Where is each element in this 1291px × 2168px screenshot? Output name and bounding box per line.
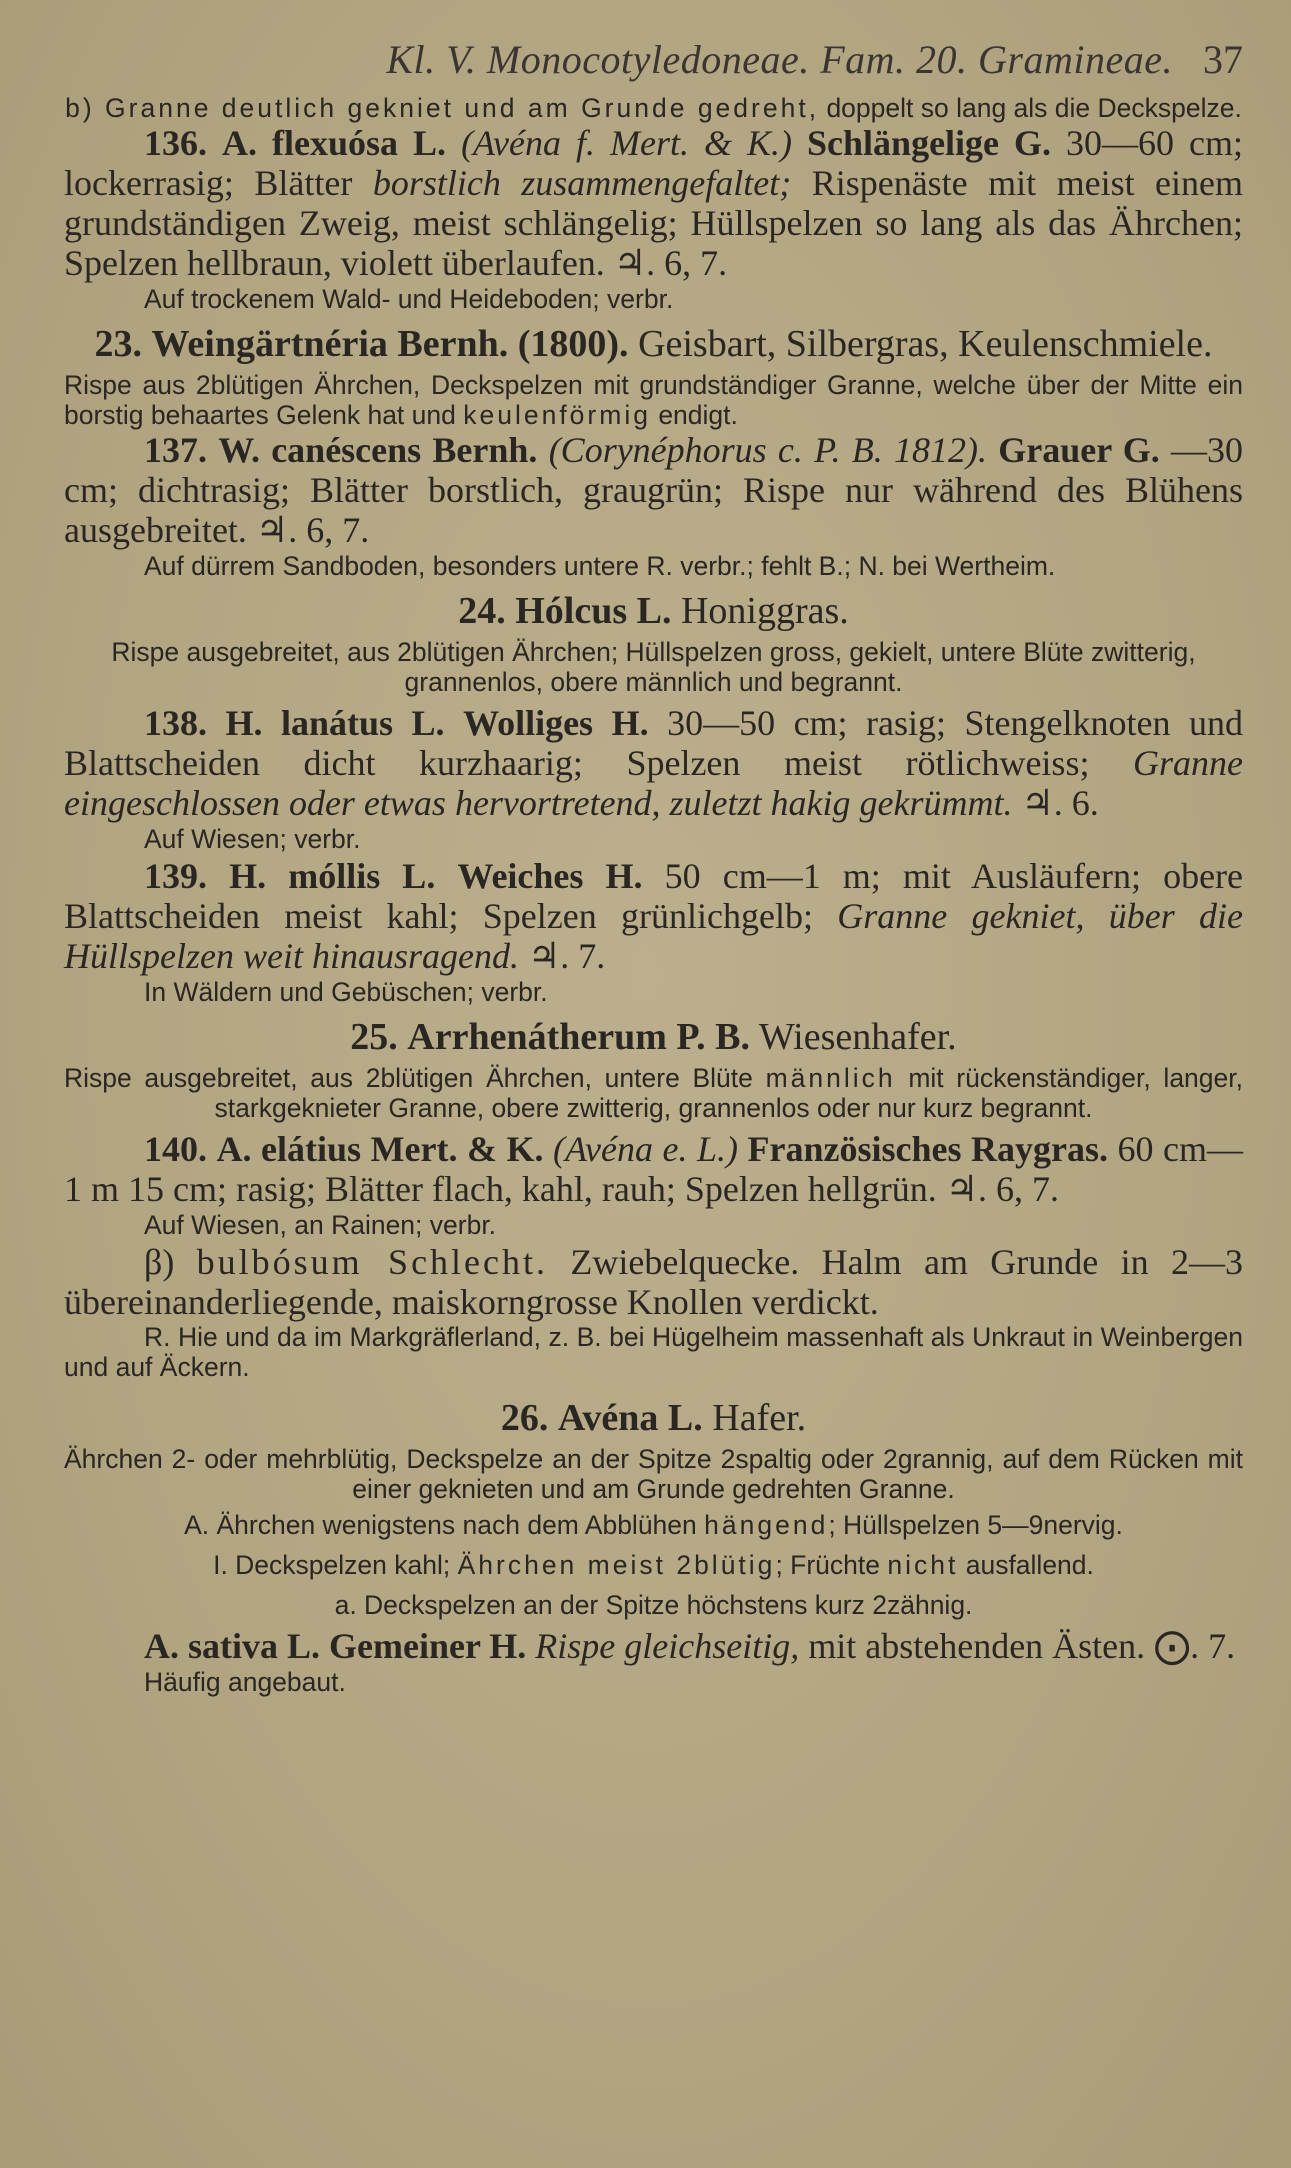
genus-number: 26.	[500, 1397, 549, 1439]
genus-desc-1: Rispe aus 2blütigen Ährchen, Deckspelzen mit grundständiger Granne, welche über der Mitte ein borstig behaartes Gelenk hat und	[64, 370, 1243, 430]
months: . 6, 7.	[978, 1169, 1060, 1209]
genus-26-heading	[64, 1396, 1243, 1440]
common-name: Grauer G.	[998, 430, 1160, 470]
species-number: 137.	[144, 430, 207, 470]
genus-23-heading	[64, 322, 1243, 366]
genus-23-description	[64, 370, 1243, 430]
genus-common-name: Wiesenhafer.	[758, 1016, 957, 1058]
genus-name: Weingärtnéria Bernh. (1800).	[151, 323, 629, 365]
header-title: Kl. V. Monocotyledoneae. Fam. 20. Gramineae.	[386, 37, 1173, 82]
species-number: 136.	[144, 123, 207, 163]
species-name: A. sativa L.	[144, 1626, 321, 1666]
key-A-text: A. Ährchen wenigstens nach dem Abblühen	[184, 1510, 705, 1540]
perennial-symbol: ♃	[255, 510, 289, 551]
key-A-text2: ; Hüllspelzen 5—9nervig.	[828, 1510, 1123, 1540]
habitat-136: Auf trockenem Wald- und Heideboden; verbr.	[144, 284, 674, 314]
common-name: Gemeiner H.	[329, 1626, 527, 1666]
genus-25-description	[64, 1063, 1243, 1123]
genus-desc-spaced: keulenförmig	[463, 400, 651, 430]
genus-number: 24.	[458, 590, 506, 632]
habitat-140: Auf Wiesen, an Rainen; verbr.	[144, 1210, 497, 1240]
habitat-138: Auf Wiesen; verbr.	[144, 824, 361, 854]
key-I-text: I. Deckspelzen kahl;	[213, 1550, 458, 1580]
synonym: (Corynéphorus c. P. B. 1812).	[548, 430, 987, 470]
key-I-text3: ausfallend.	[958, 1550, 1094, 1580]
description-italic: Rispe gleichseitig,	[535, 1626, 800, 1666]
habitat-sativa: Häufig angebaut.	[144, 1667, 346, 1697]
perennial-symbol: ♃	[1021, 783, 1054, 824]
variety-label: β)	[144, 1242, 197, 1282]
genus-desc-2: endigt.	[650, 400, 738, 430]
variety-common-name: Zwiebelquecke.	[548, 1242, 800, 1282]
common-name: Schlängelige G.	[807, 123, 1052, 163]
species-name: W. canéscens Bernh.	[218, 430, 538, 470]
genus-common-name: Honiggras.	[680, 590, 849, 632]
species-sativa	[64, 1626, 1243, 1667]
description: —30 cm; dichtrasig; Blätter borstlich, graugrün; Rispe nur während des Blühens ausgebreitet.	[64, 430, 1244, 550]
species-name: A. elátius Mert. & K.	[216, 1129, 544, 1169]
description-italic: Granne eingeschlossen oder etwas hervortretend, zuletzt hakig gekrümmt.	[64, 743, 1243, 823]
variety-habitat: R. Hie und da im Markgräflerland, z. B. bei Hügelheim massenhaft als Unkraut in Weinbergen und auf Äckern.	[64, 1322, 1243, 1382]
genus-desc-spaced: männlich	[765, 1063, 896, 1093]
running-header	[64, 36, 1243, 83]
species-number: 140.	[144, 1129, 207, 1169]
genus-desc-1: Rispe ausgebreitet, aus 2blütigen Ährchen, untere Blüte	[64, 1063, 766, 1093]
description-italic: Granne gekniet, über die Hüllspelzen weit hinausragend.	[64, 896, 1243, 976]
months: . 7.	[1190, 1626, 1236, 1666]
genus-number: 25.	[350, 1016, 398, 1058]
habitat-137: Auf dürrem Sandboden, besonders untere R. verbr.; fehlt B.; N. bei Wertheim.	[144, 551, 1056, 581]
annual-symbol: ⨀	[1154, 1626, 1191, 1667]
description: 30—50 cm; rasig; Stengelknoten und Blattscheiden dicht kurzhaarig; Spelzen meist rötlichweiss;	[64, 703, 1243, 783]
genus-name: Arrhenátherum P. B.	[407, 1016, 750, 1058]
genus-common-name: Geisbart, Silbergras, Keulenschmiele.	[638, 323, 1213, 365]
description-italic: borstlich zusammengefaltet;	[372, 163, 792, 203]
genus-desc-2: mit rückenständiger, langer, starkgeknieter Granne, obere zwitterig, grannenlos oder nur kurz begrannt.	[214, 1063, 1243, 1123]
species-138	[64, 703, 1243, 824]
variety-description: Halm am Grunde in 2—3 übereinanderliegende, maiskorngrosse Knollen verdickt.	[64, 1242, 1243, 1322]
species-137	[64, 430, 1243, 551]
species-136	[64, 123, 1243, 284]
variety-name: bulbósum Schlecht.	[196, 1242, 549, 1282]
key-b-text2: doppelt so lang als die Deckspelze.	[819, 93, 1242, 123]
habitat-139: In Wäldern und Gebüschen; verbr.	[144, 977, 548, 1007]
description: 50 cm—1 m; mit Ausläufern; obere Blattscheiden meist kahl; Spelzen grünlichgelb;	[64, 856, 1244, 936]
species-number: 138.	[144, 703, 207, 743]
page-number: 37	[1203, 37, 1243, 82]
key-I-text2: ; Früchte	[775, 1550, 888, 1580]
key-A	[64, 1510, 1243, 1540]
key-a: a. Deckspelzen an der Spitze höchstens kurz 2zähnig.	[334, 1590, 973, 1620]
genus-26-description: Ährchen 2- oder mehrblütig, Deckspelze an der Spitze 2spaltig oder 2grannig, auf dem Rücken mit einer geknieten und am Grunde gedrehten Granne.	[64, 1444, 1243, 1504]
species-139	[64, 856, 1243, 977]
perennial-symbol: ♃	[945, 1169, 979, 1210]
months: . 6, 7.	[646, 243, 728, 283]
genus-name: Avéna L.	[557, 1397, 703, 1439]
key-b	[64, 93, 1243, 123]
genus-25-heading	[64, 1015, 1243, 1059]
description: 60 cm—1 m 15 cm; rasig; Blätter flach, kahl, rauh; Spelzen hellgrün.	[64, 1129, 1243, 1209]
key-A-spaced: hängend	[704, 1510, 829, 1540]
months: . 7.	[560, 936, 606, 976]
description-2: Rispenäste mit meist einem grundständigen Zweig, meist schlängelig; Hüllspelzen so lang als das Ährchen; Spelzen hellbraun, violett überlaufen.	[64, 163, 1244, 283]
description: 30—60 cm; lockerrasig; Blätter	[64, 123, 1244, 203]
months: . 6, 7.	[288, 510, 370, 550]
perennial-symbol: ♃	[527, 936, 561, 977]
common-name: Weiches H.	[457, 856, 643, 896]
genus-24-heading	[64, 589, 1243, 633]
key-I	[64, 1550, 1243, 1580]
common-name: Wolliges H.	[463, 703, 649, 743]
genus-number: 23.	[94, 323, 142, 365]
perennial-symbol: ♃	[613, 243, 647, 284]
species-140	[64, 1129, 1243, 1210]
genus-name: Hólcus L.	[515, 590, 672, 632]
variety-bulbosum	[64, 1242, 1243, 1322]
key-I-spaced: Ährchen meist 2blütig	[457, 1550, 776, 1580]
genus-common-name: Hafer.	[712, 1397, 807, 1439]
description: mit abstehenden Ästen.	[799, 1626, 1155, 1666]
key-b-text: b) Granne deutlich gekniet und am Grunde gedreht,	[65, 93, 820, 123]
species-number: 139.	[144, 856, 207, 896]
species-name: H. móllis L.	[229, 856, 436, 896]
common-name: Französisches Raygras.	[747, 1129, 1108, 1169]
synonym: (Avéna e. L.)	[553, 1129, 738, 1169]
genus-24-description: Rispe ausgebreitet, aus 2blütigen Ährchen; Hüllspelzen gross, gekielt, untere Blüte zwitterig, grannenlos, obere männlich und begrannt.	[111, 637, 1196, 697]
species-name: A. flexuósa L.	[222, 123, 447, 163]
months: . 6.	[1053, 783, 1099, 823]
species-name: H. lanátus L.	[225, 703, 445, 743]
synonym: (Avéna f. Mert. & K.)	[461, 123, 793, 163]
key-I-spaced2: nicht	[887, 1550, 959, 1580]
